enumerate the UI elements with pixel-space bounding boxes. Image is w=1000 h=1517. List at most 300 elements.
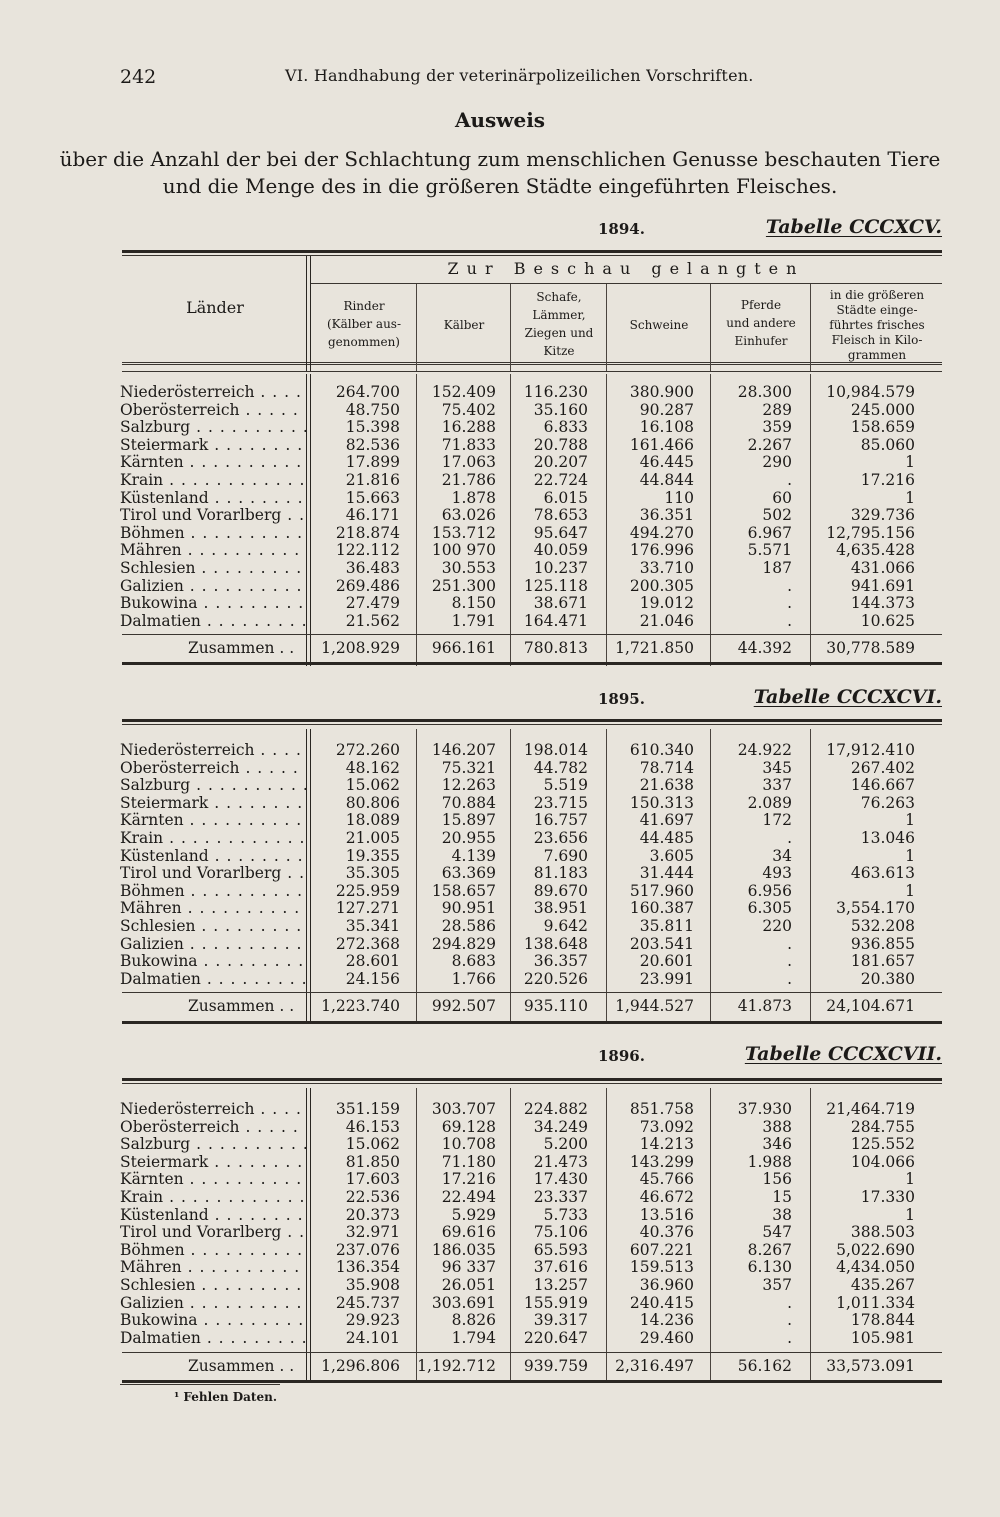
pferde-value: 493 <box>762 864 792 883</box>
land-name: Niederösterreich . . . <box>120 741 306 759</box>
kaelber-value: 69.128 <box>441 1117 496 1136</box>
table-row <box>120 1294 942 1312</box>
rinder-value: 82.536 <box>345 435 400 454</box>
pferde-value: 290 <box>762 453 792 472</box>
fleisch-value: 178.844 <box>850 1311 915 1330</box>
table-row <box>120 471 942 489</box>
schweine-value: 44.485 <box>639 829 694 847</box>
page-number: 242 <box>120 66 157 88</box>
pferde-value: 6.130 <box>747 1258 792 1277</box>
schweine-value: 35.811 <box>639 917 694 935</box>
table-row <box>120 594 942 612</box>
pferde-value: 24.922 <box>737 741 792 759</box>
schweine-value: 31.444 <box>639 864 694 883</box>
kaelber-value: 303.691 <box>431 1293 496 1312</box>
fleisch-value: 10.625 <box>860 611 915 630</box>
land-name: Kärnten . . . <box>120 811 306 829</box>
pferde-value: . <box>787 471 792 489</box>
table-year: 1895. <box>598 690 645 708</box>
document-title: Ausweis <box>454 108 546 132</box>
schafe-value: 9.642 <box>543 917 588 935</box>
schweine-value: 494.270 <box>629 523 694 542</box>
schweine-value: 44.844 <box>639 471 694 489</box>
rinder-value: 27.479 <box>345 594 400 613</box>
total-row: Zusammen . . 1,223.740 992.507 935.110 1,944.527 41.873 24,104.671 <box>188 997 915 1015</box>
table-row <box>120 811 942 829</box>
table-row <box>120 541 942 559</box>
rinder-value: 17.899 <box>345 453 400 472</box>
rinder-value: 225.959 <box>335 881 400 900</box>
kaelber-value: 75.321 <box>441 758 496 777</box>
pferde-value: 547 <box>762 1223 792 1242</box>
rinder-value: 20.373 <box>345 1205 400 1224</box>
table-row <box>120 418 942 436</box>
rinder-value: 18.089 <box>345 811 400 830</box>
land-name: Bukowina . . . <box>120 594 306 612</box>
land-name: Dalmatien . . . <box>120 1329 306 1347</box>
kaelber-value: 158.657 <box>431 881 496 900</box>
schafe-value: 39.317 <box>533 1311 588 1330</box>
schafe-value: 16.757 <box>533 811 588 830</box>
pferde-value: 6.305 <box>747 899 792 918</box>
schweine-value: 517.960 <box>629 881 694 900</box>
kaelber-value: 63.369 <box>441 864 496 883</box>
schweine-value: 19.012 <box>639 594 694 613</box>
fleisch-value: 76.263 <box>860 793 915 812</box>
pferde-value: 359 <box>762 418 792 437</box>
schafe-value: 164.471 <box>523 611 588 630</box>
pferde-value: 60 <box>772 488 792 507</box>
schafe-value: 22.724 <box>533 471 588 489</box>
kaelber-value: 4.139 <box>451 846 496 865</box>
table-reference: Tabelle CCCXCV. <box>765 216 942 238</box>
pferde-value: 220 <box>762 917 792 935</box>
schweine-value: 73.092 <box>639 1117 694 1136</box>
land-name: Niederösterreich . . . <box>120 1100 306 1118</box>
kaelber-value: 1.791 <box>451 611 496 630</box>
kaelber-value: 70.884 <box>441 793 496 812</box>
table-heading-1894 <box>120 216 942 246</box>
rinder-value: 237.076 <box>335 1240 400 1259</box>
schweine-value: 45.766 <box>639 1170 694 1189</box>
fleisch-value: 4,434.050 <box>836 1258 915 1277</box>
schafe-value: 35.160 <box>533 400 588 419</box>
schafe-value: 20.207 <box>533 453 588 472</box>
table-row <box>120 1153 942 1171</box>
table-row <box>120 506 942 524</box>
schweine-value: 851.758 <box>629 1100 694 1118</box>
pferde-value: . <box>787 829 792 847</box>
kaelber-value: 69.616 <box>441 1223 496 1242</box>
rule <box>122 1021 942 1024</box>
fleisch-value: 10,984.579 <box>826 383 915 401</box>
pferde-value: . <box>787 1293 792 1312</box>
rinder-value: 127.271 <box>335 899 400 918</box>
fleisch-value: 267.402 <box>850 758 915 777</box>
rinder-value: 15.663 <box>345 488 400 507</box>
table-reference: Tabelle CCCXCVII. <box>744 1043 942 1065</box>
kaelber-value: 10.708 <box>441 1135 496 1154</box>
rinder-value: 32.971 <box>345 1223 400 1242</box>
column-divider <box>510 284 511 371</box>
schweine-value: 33.710 <box>639 559 694 577</box>
pferde-value: 28.300 <box>737 383 792 401</box>
table-row <box>120 577 942 595</box>
schafe-value: 5.733 <box>543 1205 588 1224</box>
fleisch-value: 144.373 <box>850 594 915 613</box>
land-name: Küstenland . . . <box>120 1206 306 1224</box>
schafe-value: 75.106 <box>533 1223 588 1242</box>
kaelber-value: 26.051 <box>441 1276 496 1294</box>
schweine-value: 14.236 <box>639 1311 694 1330</box>
schafe-value: 7.690 <box>543 846 588 865</box>
pferde-value: . <box>787 594 792 613</box>
land-name: Galizien . . . <box>120 577 306 595</box>
schafe-value: 5.519 <box>543 776 588 795</box>
fleisch-value: 1 <box>905 1205 915 1224</box>
schafe-value: 138.648 <box>523 934 588 953</box>
schafe-value: 21.473 <box>533 1152 588 1171</box>
rinder-value: 81.850 <box>345 1152 400 1171</box>
rule <box>310 283 942 284</box>
fleisch-value: 17,912.410 <box>826 741 915 759</box>
land-name: Küstenland . . . <box>120 847 306 865</box>
kaelber-value: 146.207 <box>431 741 496 759</box>
schafe-value: 44.782 <box>533 758 588 777</box>
land-name: Oberösterreich . . . <box>120 1118 306 1136</box>
rinder-value: 46.153 <box>345 1117 400 1136</box>
pferde-value: 8.267 <box>747 1240 792 1259</box>
land-name: Kärnten . . . <box>120 453 306 471</box>
schafe-value: 37.616 <box>533 1258 588 1277</box>
pferde-value: . <box>787 952 792 971</box>
pferde-value: . <box>787 1311 792 1330</box>
header-fleisch: in die größeren Städte einge- führtes frisches Fleisch in Kilo- grammen <box>829 288 925 362</box>
schafe-value: 116.230 <box>523 383 588 401</box>
schweine-value: 90.287 <box>639 400 694 419</box>
rule <box>122 992 942 993</box>
fleisch-value: 1 <box>905 846 915 865</box>
pferde-value: 156 <box>762 1170 792 1189</box>
rule <box>122 1083 942 1084</box>
schafe-value: 6.015 <box>543 488 588 507</box>
subtitle-line-1: über die Anzahl der bei der Schlachtung zum menschlichen Genusse beschauten Tiere <box>59 147 941 171</box>
land-name: Mähren . . . <box>120 541 306 559</box>
land-name: Bukowina . . . <box>120 1311 306 1329</box>
schafe-value: 23.337 <box>533 1188 588 1206</box>
rinder-value: 21.005 <box>345 829 400 847</box>
rinder-value: 15.062 <box>345 1135 400 1154</box>
rinder-value: 269.486 <box>335 576 400 595</box>
schafe-value: 10.237 <box>533 559 588 577</box>
kaelber-value: 63.026 <box>441 506 496 525</box>
kaelber-value: 294.829 <box>431 934 496 953</box>
fleisch-value: 1 <box>905 881 915 900</box>
land-name: Salzburg . . . <box>120 776 306 794</box>
land-name: Steiermark . . . <box>120 794 306 812</box>
table-row <box>120 1241 942 1259</box>
column-divider <box>710 284 711 371</box>
table-row <box>120 401 942 419</box>
schweine-value: 21.046 <box>639 611 694 630</box>
rinder-value: 272.260 <box>335 741 400 759</box>
kaelber-value: 16.288 <box>441 418 496 437</box>
schweine-value: 14.213 <box>639 1135 694 1154</box>
rinder-value: 15.062 <box>345 776 400 795</box>
fleisch-value: 1,011.334 <box>836 1293 915 1312</box>
column-divider <box>306 256 311 371</box>
pferde-value: 15 <box>772 1188 792 1206</box>
table-row <box>120 741 942 759</box>
kaelber-value: 186.035 <box>431 1240 496 1259</box>
table-row <box>120 559 942 577</box>
land-name: Böhmen . . . <box>120 882 306 900</box>
fleisch-value: 181.657 <box>850 952 915 971</box>
land-name: Tirol und Vorarlberg . . . <box>120 1223 306 1241</box>
land-name: Oberösterreich . . . <box>120 759 306 777</box>
rinder-value: 48.750 <box>345 400 400 419</box>
land-name: Tirol und Vorarlberg . . . <box>120 864 306 882</box>
table-row <box>120 794 942 812</box>
pferde-value: 2.267 <box>747 435 792 454</box>
fleisch-value: 532.208 <box>850 917 915 935</box>
pferde-value: 6.956 <box>747 881 792 900</box>
land-name: Böhmen . . . <box>120 524 306 542</box>
pferde-value: . <box>787 611 792 630</box>
rule <box>122 724 942 725</box>
kaelber-value: 17.216 <box>441 1170 496 1189</box>
pferde-value: 38 <box>772 1205 792 1224</box>
fleisch-value: 5,022.690 <box>836 1240 915 1259</box>
rinder-value: 24.156 <box>345 969 400 988</box>
running-head: VI. Handhabung der veterinärpolizeilichen Vorschriften. <box>285 66 754 85</box>
kaelber-value: 8.150 <box>451 594 496 613</box>
land-name: Küstenland . . . <box>120 489 306 507</box>
land-name: Schlesien . . . <box>120 917 306 935</box>
land-name: Krain . . . <box>120 471 306 489</box>
rinder-value: 21.816 <box>345 471 400 489</box>
table-year: 1894. <box>598 220 645 238</box>
schafe-value: 95.647 <box>533 523 588 542</box>
schafe-value: 40.059 <box>533 541 588 560</box>
rinder-value: 19.355 <box>345 846 400 865</box>
rule <box>122 255 942 256</box>
fleisch-value: 1 <box>905 811 915 830</box>
rinder-value: 15.398 <box>345 418 400 437</box>
land-name: Oberösterreich . . . <box>120 401 306 419</box>
fleisch-value: 21,464.719 <box>826 1100 915 1118</box>
land-name: Salzburg . . . <box>120 1135 306 1153</box>
rule <box>122 362 942 365</box>
schafe-value: 65.593 <box>533 1240 588 1259</box>
fleisch-value: 463.613 <box>850 864 915 883</box>
pferde-value: . <box>787 1328 792 1347</box>
total-row: Zusammen . . 1,208.929 966.161 780.813 1,721.850 44.392 30,778.589 <box>188 639 915 657</box>
table-row <box>120 829 942 847</box>
table-row <box>120 882 942 900</box>
table-row <box>120 1258 942 1276</box>
kaelber-value: 8.826 <box>451 1311 496 1330</box>
schafe-value: 38.671 <box>533 594 588 613</box>
pferde-value: 5.571 <box>747 541 792 560</box>
rule <box>122 719 942 722</box>
header-schweine: Schweine <box>629 318 689 332</box>
footnote-rule <box>120 1384 280 1385</box>
schweine-value: 41.697 <box>639 811 694 830</box>
schweine-value: 150.313 <box>629 793 694 812</box>
kaelber-value: 71.180 <box>441 1152 496 1171</box>
table-row <box>120 524 942 542</box>
fleisch-value: 105.981 <box>850 1328 915 1347</box>
table-row <box>120 1170 942 1188</box>
rinder-value: 35.908 <box>345 1276 400 1294</box>
land-name: Mähren . . . <box>120 899 306 917</box>
fleisch-value: 284.755 <box>850 1117 915 1136</box>
fleisch-value: 125.552 <box>850 1135 915 1154</box>
schafe-value: 23.715 <box>533 793 588 812</box>
pferde-value: 1.988 <box>747 1152 792 1171</box>
schafe-value: 13.257 <box>533 1276 588 1294</box>
fleisch-value: 435.267 <box>850 1276 915 1294</box>
kaelber-value: 12.263 <box>441 776 496 795</box>
kaelber-value: 303.707 <box>431 1100 496 1118</box>
pferde-value: . <box>787 934 792 953</box>
schweine-value: 40.376 <box>639 1223 694 1242</box>
schweine-value: 160.387 <box>629 899 694 918</box>
schafe-value: 36.357 <box>533 952 588 971</box>
table-row <box>120 489 942 507</box>
fleisch-value: 85.060 <box>860 435 915 454</box>
fleisch-value: 431.066 <box>850 559 915 577</box>
land-name: Kärnten . . . <box>120 1170 306 1188</box>
fleisch-value: 329.736 <box>850 506 915 525</box>
fleisch-value: 17.330 <box>860 1188 915 1206</box>
table-row <box>120 864 942 882</box>
schweine-value: 36.960 <box>639 1276 694 1294</box>
schweine-value: 110 <box>664 488 694 507</box>
fleisch-value: 17.216 <box>860 471 915 489</box>
kaelber-value: 30.553 <box>441 559 496 577</box>
schweine-value: 610.340 <box>629 741 694 759</box>
fleisch-value: 20.380 <box>860 969 915 988</box>
schafe-value: 224.882 <box>523 1100 588 1118</box>
fleisch-value: 1 <box>905 1170 915 1189</box>
kaelber-value: 8.683 <box>451 952 496 971</box>
rinder-value: 80.806 <box>345 793 400 812</box>
rule <box>122 1352 942 1353</box>
fleisch-value: 158.659 <box>850 418 915 437</box>
table-row <box>120 847 942 865</box>
kaelber-value: 20.955 <box>441 829 496 847</box>
pferde-value: 502 <box>762 506 792 525</box>
pferde-value: 2.089 <box>747 793 792 812</box>
rule <box>122 1380 942 1383</box>
kaelber-value: 71.833 <box>441 435 496 454</box>
schweine-value: 203.541 <box>629 934 694 953</box>
fleisch-value: 3,554.170 <box>836 899 915 918</box>
land-name: Steiermark . . . <box>120 436 306 454</box>
schweine-value: 23.991 <box>639 969 694 988</box>
table-row <box>120 1188 942 1206</box>
schafe-value: 78.653 <box>533 506 588 525</box>
fleisch-value: 146.667 <box>850 776 915 795</box>
table-row <box>120 1311 942 1329</box>
schafe-value: 81.183 <box>533 864 588 883</box>
pferde-value: . <box>787 576 792 595</box>
rinder-value: 218.874 <box>335 523 400 542</box>
schweine-value: 200.305 <box>629 576 694 595</box>
schweine-value: 159.513 <box>629 1258 694 1277</box>
table-heading-1896 <box>120 1043 942 1073</box>
schafe-value: 17.430 <box>533 1170 588 1189</box>
table-row <box>120 759 942 777</box>
column-divider <box>416 284 417 371</box>
rule <box>122 371 942 372</box>
rule <box>122 1078 942 1081</box>
fleisch-value: 4,635.428 <box>836 541 915 560</box>
rinder-value: 245.737 <box>335 1293 400 1312</box>
fleisch-value: 1 <box>905 453 915 472</box>
header-laender: Länder <box>186 298 244 317</box>
table-row <box>120 970 942 988</box>
table-reference: Tabelle CCCXCVI. <box>753 686 942 708</box>
land-name: Bukowina . . . <box>120 952 306 970</box>
kaelber-value: 153.712 <box>431 523 496 542</box>
pferde-value: 37.930 <box>737 1100 792 1118</box>
schweine-value: 36.351 <box>639 506 694 525</box>
header-kaelber: Kälber <box>443 318 485 332</box>
land-name: Salzburg . . . <box>120 418 306 436</box>
fleisch-value: 13.046 <box>860 829 915 847</box>
schafe-value: 89.670 <box>533 881 588 900</box>
pferde-value: 187 <box>762 559 792 577</box>
land-name: Böhmen . . . <box>120 1241 306 1259</box>
schweine-value: 46.445 <box>639 453 694 472</box>
kaelber-value: 1.878 <box>451 488 496 507</box>
schafe-value: 6.833 <box>543 418 588 437</box>
rinder-value: 272.368 <box>335 934 400 953</box>
land-name: Krain . . . <box>120 829 306 847</box>
land-name: Dalmatien . . . <box>120 612 306 630</box>
fleisch-value: 388.503 <box>850 1223 915 1242</box>
kaelber-value: 15.897 <box>441 811 496 830</box>
pferde-value: 172 <box>762 811 792 830</box>
total-row: Zusammen . . 1,296.806 1,192.712 939.759 2,316.497 56.162 33,573.091 <box>188 1357 915 1375</box>
kaelber-value: 100 970 <box>431 541 496 560</box>
land-name: Galizien . . . <box>120 935 306 953</box>
schweine-value: 29.460 <box>639 1328 694 1347</box>
rinder-value: 22.536 <box>345 1188 400 1206</box>
table-heading-1895 <box>120 686 942 716</box>
rinder-value: 28.601 <box>345 952 400 971</box>
schweine-value: 161.466 <box>629 435 694 454</box>
schafe-value: 125.118 <box>523 576 588 595</box>
fleisch-value: 12,795.156 <box>826 523 915 542</box>
schweine-value: 607.221 <box>629 1240 694 1259</box>
header-pferde: Pferde und andere Einhufer <box>726 298 796 348</box>
schafe-value: 198.014 <box>523 741 588 759</box>
fleisch-value: 245.000 <box>850 400 915 419</box>
pferde-value: 6.967 <box>747 523 792 542</box>
kaelber-value: 28.586 <box>441 917 496 935</box>
rinder-value: 136.354 <box>335 1258 400 1277</box>
schweine-value: 13.516 <box>639 1205 694 1224</box>
schafe-value: 220.647 <box>523 1328 588 1347</box>
table-row <box>120 612 942 630</box>
schweine-value: 143.299 <box>629 1152 694 1171</box>
table-row <box>120 776 942 794</box>
rinder-value: 48.162 <box>345 758 400 777</box>
